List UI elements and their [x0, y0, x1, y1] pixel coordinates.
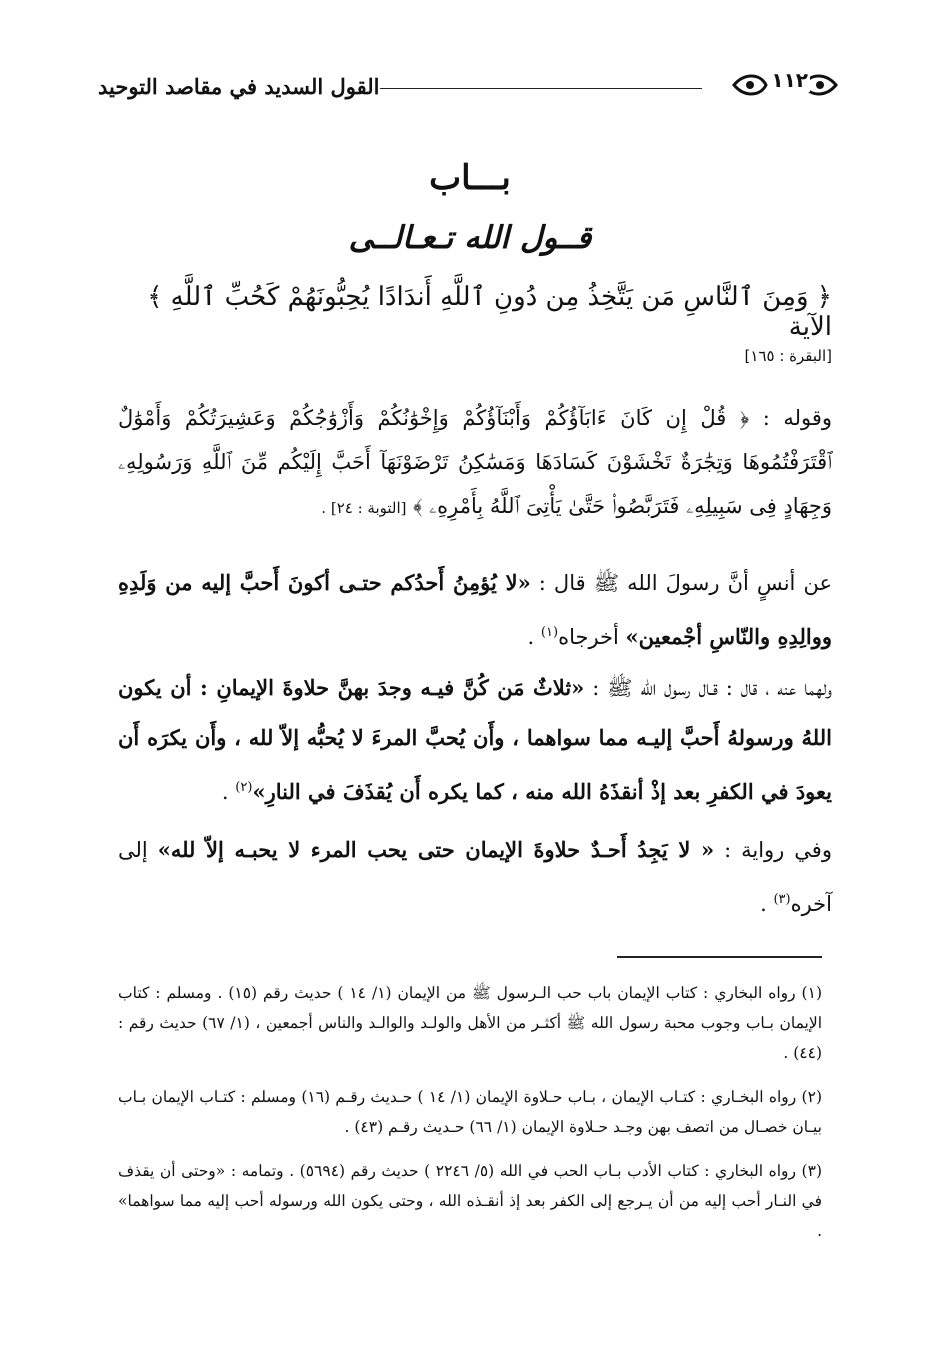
- verse-citation: [التوبة : ٢٤] .: [321, 499, 407, 517]
- footnote-item: [118, 978, 822, 1068]
- footnotes: [118, 978, 822, 1260]
- paragraph-lead: ولهما عنه ، قال : قـال رسول الله ﷺ :: [592, 676, 832, 700]
- page-number: ١١٢: [771, 68, 808, 92]
- chapter-heading: بـــاب: [429, 158, 511, 198]
- paragraph-verse-tawbah: [118, 396, 832, 530]
- footnote-text: رواه البخـاري : كتـاب الإيمان ، بـاب حـلاوة الإيمان (١/ ١٤ ) حـديث رقـم (١٦) ومسلم : كتـاب الإيمان بـاب بيـان خصـال من اتصف بهن وجـد حـلاوة الإيمان (١/ ٦٦) حـديث رقـم (٤٣) .: [118, 1088, 822, 1136]
- footnote-text: رواه البخاري : كتاب الإيمان باب حب الـرسول ﷺ من الإيمان (١/ ١٤ ) حديث رقم (١٥) . ومسلم : كتاب الإيمان بـاب وجوب محبة رسول الله ﷺ أكثـر من الأهل والولـد والوالـد والناس أجمعين ، (١/ ٦٧) حديث رقم : (٤٤) .: [118, 984, 822, 1062]
- quran-verse: ﴿ وَمِنَ ٱلنَّاسِ مَن يَتَّخِذُ مِن دُونِ ٱللَّهِ أَندَادًا يُحِبُّونَهُمْ كَحُبِّ ٱللَّهِ ﴾ الآية: [147, 282, 832, 342]
- footnote-number: (١): [801, 984, 822, 1002]
- footnote-item: [118, 1156, 822, 1246]
- paragraph-lead: وفي رواية :: [724, 838, 832, 862]
- paragraph-lead: وقوله :: [762, 406, 832, 430]
- chapter-title: قــول الله تـعـالــى: [348, 220, 592, 256]
- paragraph-hadith-three: [118, 663, 832, 817]
- header-divider: [380, 88, 702, 89]
- paragraph-end: .: [221, 780, 229, 804]
- footnote-divider: [617, 956, 822, 958]
- footnote-number: (٢): [801, 1088, 822, 1106]
- footnote-ref[interactable]: (٢): [235, 780, 253, 795]
- hadith-text: « لا يَجِدُ أَحـدٌ حلاوةَ الإيمان حتى يحب المرء لا يحبـه إلاّ لله»: [157, 837, 715, 862]
- paragraph-riwaya: [118, 825, 832, 929]
- verse-citation: [البقرة : ١٦٥]: [744, 347, 832, 365]
- hadith-text: «ثلاثٌ مَن كُنَّ فيـه وجدَ بهنَّ حلاوةَ الإيمانِ : أن يكون اللهُ ورسولهُ أَحبَّ إليـه مما سواهما ، وأَن يُحبَّ المرءَ لا يُحبُّه إلاّ لله ، وأَن يكرَه أَن يعودَ في الكفرِ بعد إذْ أنقذَهُ الله منه ، كما يكره أَن يُقذَفَ في النارِ»: [118, 675, 832, 804]
- hadith-text: «لا يُؤمِنُ أَحدُكم حتـى أكونَ أَحبَّ إليه من وَلَدِهِ ووالِدِهِ والنّاسِ أجْمعين»: [118, 570, 832, 649]
- quran-verse-text: ﴿ قُلْ إِن كَانَ ءَابَآؤُكُمْ وَأَبْنَآؤُكُمْ وَإِخْوَٰنُكُمْ وَأَزْوَٰجُكُمْ وَعَشِيرَتُكُمْ وَأَمْوَٰلٌ ٱقْتَرَفْتُمُوهَا وَتِجَٰرَةٌ تَخْشَوْنَ كَسَادَهَا وَمَسَٰكِنُ تَرْضَوْنَهَآ أَحَبَّ إِلَيْكُم مِّنَ ٱللَّهِ وَرَسُولِهِۦ وَجِهَادٍ فِى سَبِيلِهِۦ فَتَرَبَّصُوا۟ حَتَّىٰ يَأْتِىَ ٱللَّهُ بِأَمْرِهِۦ ﴾: [118, 406, 832, 518]
- page-header: [98, 62, 840, 112]
- paragraph-lead: عن أنسٍ أنَّ رسولَ الله ﷺ قال :: [538, 571, 832, 595]
- footnote-ref[interactable]: (٣): [773, 892, 791, 907]
- footnote-number: (٣): [801, 1162, 822, 1180]
- paragraph-tail: إلى آخره: [118, 838, 832, 916]
- running-title: القول السديد في مقاصد التوحيد: [98, 74, 380, 99]
- paragraph-hadith-anas: [118, 558, 832, 662]
- footnote-ref[interactable]: (١): [540, 625, 559, 640]
- paragraph-tail: أخرجاه: [558, 625, 619, 649]
- footnote-item: [118, 1082, 822, 1142]
- paragraph-end: .: [527, 625, 535, 649]
- paragraph-end: .: [760, 892, 767, 916]
- footnote-text: رواه البخاري : كتاب الأدب بـاب الحب في الله (٥/ ٢٢٤٦ ) حديث رقم (٥٦٩٤) . وتمامه : «وحتى أن يقذف في النـار أحب إليه من أن يـرجع إلى الكفر بعد إذ أنقـذه الله ، وحتى يكون الله ورسوله أحب إليه مما سواهما» .: [118, 1162, 822, 1240]
